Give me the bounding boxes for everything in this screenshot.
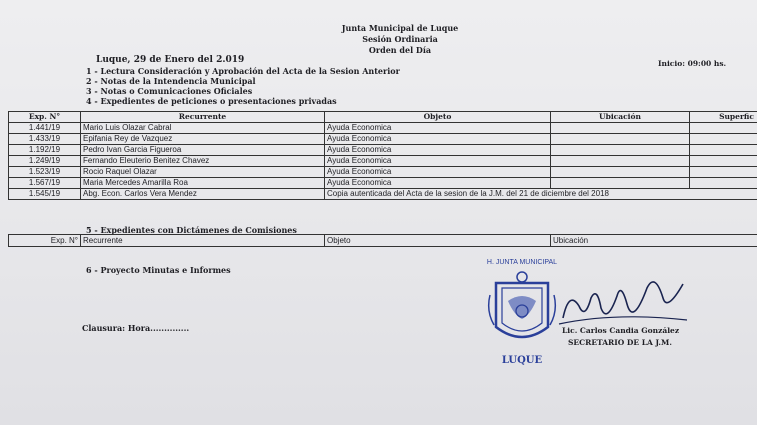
- cell-objeto: Ayuda Economica: [325, 123, 551, 134]
- svg-text:H. JUNTA MUNICIPAL: H. JUNTA MUNICIPAL: [486, 259, 558, 266]
- cell-objeto: Ayuda Economica: [325, 167, 551, 178]
- agenda-item-3: 3 - Notas o Comunicaciones Oficiales: [86, 86, 253, 96]
- cell-recurrente: Fernando Eleuterio Benitez Chavez: [81, 156, 325, 167]
- cell-recurrente: Rocio Raquel Olazar: [81, 167, 325, 178]
- cell-exp: 1.192/19: [9, 145, 81, 156]
- cell-exp: 1.249/19: [9, 156, 81, 167]
- start-time: Inicio: 09:00 hs.: [658, 59, 727, 68]
- cell-objeto: Ayuda Economica: [325, 134, 551, 145]
- cell-ubicacion-label: Ubicación: [551, 235, 757, 247]
- cell-recurrente: Mario Luis Olazar Cabral: [81, 123, 325, 134]
- official-seal-stamp: [482, 255, 562, 370]
- col-header-superficie: Superfic: [690, 112, 757, 123]
- cell-superficie: [690, 123, 757, 134]
- agenda-item-5: 5 - Expedientes con Dictámenes de Comisiones: [86, 225, 297, 235]
- cell-superficie: [690, 167, 757, 178]
- cell-exp: 1.441/19: [9, 123, 81, 134]
- agenda-item-6: 6 - Proyecto Minutas e Informes: [86, 265, 231, 275]
- cell-ubicacion: [551, 145, 690, 156]
- table-row: [9, 134, 757, 145]
- cell-ubicacion: [551, 167, 690, 178]
- cell-ubicacion: [551, 178, 690, 189]
- svg-text:LUQUE: LUQUE: [501, 355, 543, 366]
- cell-recurrente: Pedro Ivan Garcia Figueroa: [81, 145, 325, 156]
- dictamenes-table: [8, 234, 757, 247]
- cell-recurrente: Epifania Rey de Vazquez: [81, 134, 325, 145]
- signatory-name: Lic. Carlos Candia González: [562, 326, 680, 335]
- cell-exp: 1.567/19: [9, 178, 81, 189]
- cell-superficie: [690, 145, 757, 156]
- table-row: [9, 156, 757, 167]
- document-date: Luque, 29 de Enero del 2.019: [96, 55, 245, 65]
- header-session: Sesión Ordinaria: [362, 34, 438, 44]
- cell-recurrente-label: Recurrente: [81, 235, 325, 247]
- cell-objeto: Ayuda Economica: [325, 145, 551, 156]
- table-row: [9, 189, 757, 200]
- signatory-title: SECRETARIO DE LA J.M.: [568, 338, 672, 347]
- agenda-item-1: 1 - Lectura Consideración y Aprobación del Acta de la Sesion Anterior: [86, 66, 400, 76]
- cell-exp-label: Exp. N°: [9, 235, 81, 247]
- expedientes-table: [8, 111, 757, 200]
- col-header-objeto: Objeto: [325, 112, 551, 123]
- table-row: [9, 235, 757, 247]
- cell-ubicacion: [551, 134, 690, 145]
- table-row: [9, 167, 757, 178]
- cell-superficie: [690, 134, 757, 145]
- table-header-row: [9, 112, 757, 123]
- cell-recurrente: Maria Mercedes Amarilla Roa: [81, 178, 325, 189]
- table-row: [9, 145, 757, 156]
- table-row: [9, 178, 757, 189]
- cell-objeto: Ayuda Economica: [325, 156, 551, 167]
- header-institution: Junta Municipal de Luque: [341, 23, 459, 33]
- cell-ubicacion: [551, 156, 690, 167]
- col-header-ubicacion: Ubicación: [551, 112, 690, 123]
- closing-line: Clausura: Hora..............: [82, 323, 190, 333]
- header-agenda: Orden del Día: [368, 45, 432, 55]
- cell-objeto: Ayuda Economica: [325, 178, 551, 189]
- cell-superficie: [690, 156, 757, 167]
- agenda-item-2: 2 - Notas de la Intendencia Municipal: [86, 76, 256, 86]
- col-header-recurrente: Recurrente: [81, 112, 325, 123]
- col-header-exp: Exp. N°: [9, 112, 81, 123]
- cell-exp: 1.545/19: [9, 189, 81, 200]
- cell-exp: 1.523/19: [9, 167, 81, 178]
- cell-recurrente: Abg. Econ. Carlos Vera Mendez: [81, 189, 325, 200]
- cell-superficie: [690, 178, 757, 189]
- cell-objeto: Copia autenticada del Acta de la sesion de la J.M. del 21 de diciembre del 2018: [325, 189, 757, 200]
- agenda-item-4: 4 - Expedientes de peticiones o presentaciones privadas: [86, 96, 337, 106]
- cell-exp: 1.433/19: [9, 134, 81, 145]
- cell-objeto-label: Objeto: [325, 235, 551, 247]
- cell-ubicacion: [551, 123, 690, 134]
- table-row: [9, 123, 757, 134]
